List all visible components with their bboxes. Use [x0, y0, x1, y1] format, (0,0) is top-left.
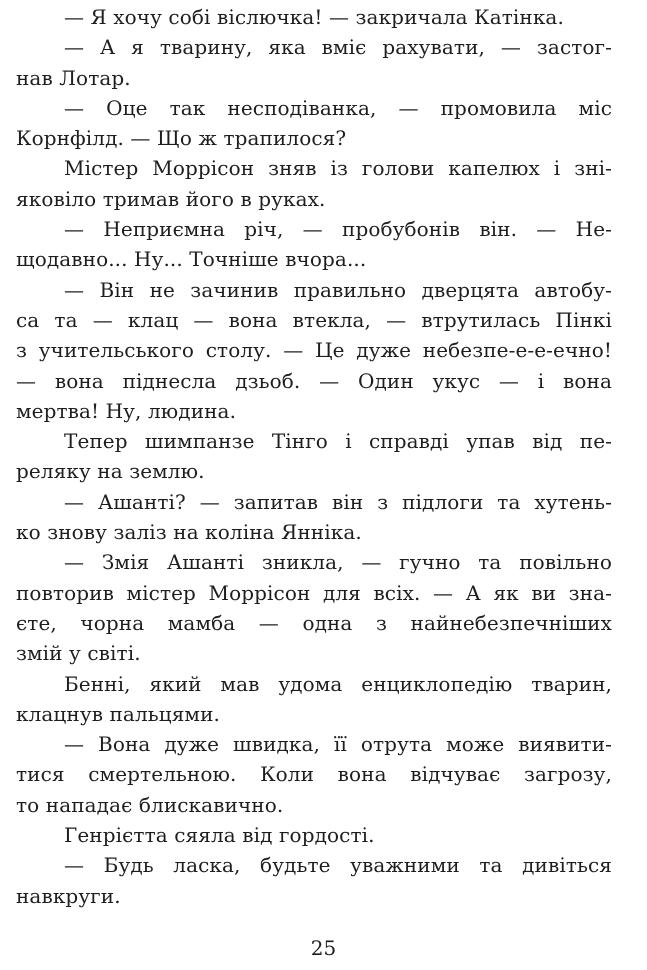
text-line: яковіло тримав його в руках. [16, 186, 326, 211]
text-line: Корнфілд. — Що ж трапилося? [16, 126, 347, 151]
page-number: 25 [310, 936, 337, 960]
text-line: реляку на землю. [16, 459, 205, 484]
text-line: Тепер шимпанзе Тінго і справді упав від пе- [64, 429, 612, 454]
text-line: — Будь ласка, будьте уважними та дивіться [64, 853, 612, 878]
text-line: з учительського столу. — Це дуже небезпе-е-е-ечно! [16, 338, 612, 363]
text-line: нав Лотар. [16, 65, 131, 90]
text-line: то нападає блискавично. [16, 792, 284, 817]
text-line: ко знову заліз на коліна Янніка. [16, 520, 362, 545]
text-line: — Ашанті? — запитав він з підлоги та хутень- [64, 489, 612, 514]
text-line: мертва! Ну, людина. [16, 398, 237, 423]
text-line: са та — клац — вона втекла, — втрутилась Пінкі [16, 307, 612, 332]
text-line: Містер Моррісон зняв із голови капелюх і зні- [64, 156, 612, 181]
text-line: — Він не зачинив правильно дверцята автобу- [64, 277, 612, 302]
body-text [16, 2, 612, 911]
text-line: — Змія Ашанті зникла, — гучно та повільно [64, 550, 612, 575]
text-line: змій у світі. [16, 641, 141, 666]
text-line: — А я тварину, яка вміє рахувати, — застог- [64, 35, 612, 60]
text-line: повторив містер Моррісон для всіх. — А як ви зна- [16, 580, 612, 605]
text-line: тися смертельною. Коли вона відчуває загрозу, [16, 762, 612, 787]
text-line: — вона піднесла дзьоб. — Один укус — і вона [16, 368, 612, 393]
text-line: — Вона дуже швидка, її отрута може виявити- [64, 732, 612, 757]
text-line: Генрієтта сяяла від гордості. [64, 823, 375, 848]
text-line: клацнув пальцями. [16, 701, 220, 726]
text-line: — Неприємна річ, — пробубонів він. — Не- [64, 217, 612, 242]
text-line: щодавно... Ну... Точніше вчора... [16, 247, 367, 272]
text-line: Бенні, який мав удома енциклопедію тварин, [64, 671, 612, 696]
text-line: — Я хочу собі віслючка! — закричала Катінка. [64, 5, 564, 29]
text-line: навкруги. [16, 883, 121, 908]
text-line: єте, чорна мамба — одна з найнебезпечніших [16, 610, 612, 635]
text-line: — Оце так несподіванка, — промовила міс [64, 95, 612, 120]
